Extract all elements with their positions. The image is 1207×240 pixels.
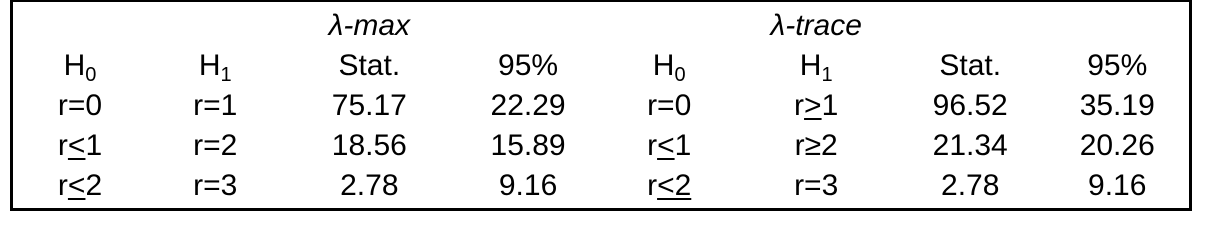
lambda-max-header: λ-max xyxy=(328,9,411,42)
table-cell: 20.26 xyxy=(1079,129,1155,162)
cointegration-test-table xyxy=(13,6,1189,206)
table-cell: 22.29 xyxy=(490,89,566,122)
table-cell: r=2 xyxy=(193,129,238,162)
table-cell: r=1 xyxy=(193,89,238,122)
table-cell: 15.89 xyxy=(490,129,566,162)
column-header-row xyxy=(13,46,1189,86)
table-cell: r<1 xyxy=(57,129,103,162)
table-cell: r<1 xyxy=(647,129,692,162)
group-header-row xyxy=(13,6,1189,46)
table-frame xyxy=(10,0,1192,211)
table-cell: r=3 xyxy=(193,169,238,202)
lambda-trace-header: λ-trace xyxy=(770,9,862,42)
column-header: $H_1$ xyxy=(198,49,232,86)
table-body xyxy=(13,86,1189,206)
column-header: $H_0$ xyxy=(652,49,686,86)
table-row xyxy=(13,126,1189,166)
table-cell: r≥2 xyxy=(794,129,838,162)
table-cell: r>1 xyxy=(794,89,839,122)
table-cell: 21.34 xyxy=(932,129,1008,162)
table-cell: 75.17 xyxy=(331,89,407,122)
column-header: $H_0$ xyxy=(63,49,97,86)
column-header: Stat. xyxy=(338,49,401,82)
table-cell: r<2 xyxy=(647,169,692,202)
table-cell: 18.56 xyxy=(331,129,407,162)
table-cell: 2.78 xyxy=(340,169,399,202)
table-cell: r=3 xyxy=(794,169,839,202)
table-row xyxy=(13,166,1189,206)
column-header: $H_1$ xyxy=(799,49,833,86)
table-cell: r<2 xyxy=(57,169,103,202)
column-header: 95% xyxy=(1087,49,1148,82)
table-cell: 35.19 xyxy=(1079,89,1155,122)
column-header: 95% xyxy=(498,49,559,82)
table-row xyxy=(13,86,1189,126)
table-cell: 9.16 xyxy=(1088,169,1147,202)
table-cell: 2.78 xyxy=(941,169,1000,202)
table-cell: r=0 xyxy=(647,89,692,122)
table-cell: 9.16 xyxy=(498,169,558,202)
table-cell: r=0 xyxy=(57,89,103,122)
table-cell: 96.52 xyxy=(932,89,1008,122)
column-header: Stat. xyxy=(939,49,1002,82)
